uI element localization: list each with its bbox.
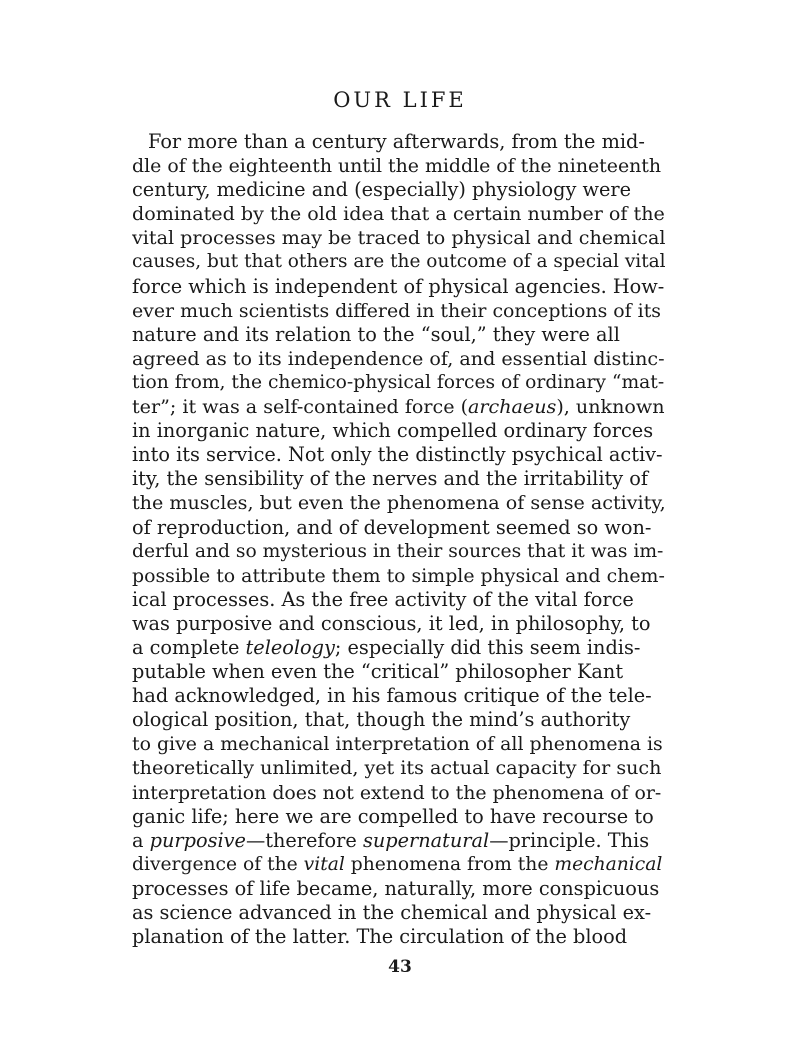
text-line [132, 250, 666, 274]
text-line [132, 684, 666, 708]
text-run: ), unknown [556, 395, 665, 419]
text-run: a [132, 828, 150, 852]
text-run: of reproduction, and of development seemed so won- [132, 515, 652, 539]
italic-text: supernatural [362, 828, 490, 852]
italic-text: mechanical [554, 853, 663, 875]
text-run: dominated by the old idea that a certain number of the [132, 202, 665, 226]
text-line [132, 154, 666, 178]
text-run: in inorganic nature, which compelled ordinary forces [132, 419, 654, 443]
text-line [132, 781, 666, 805]
text-line [132, 588, 666, 612]
text-line [132, 323, 666, 347]
text-run: processes of life became, naturally, more conspicuous [132, 876, 660, 900]
text-run: ter”; it was a self-contained force ( [132, 395, 469, 419]
text-run: as science advanced in the chemical and physical ex- [132, 901, 652, 924]
text-run: —principle. This [489, 828, 650, 852]
text-line [132, 347, 666, 371]
text-run: force which is independent of physical agencies. How- [132, 274, 665, 298]
text-line [132, 491, 666, 515]
text-run: ganic life; here we are compelled to have recourse to [132, 804, 654, 828]
text-run: into its service. Not only the distinctly psychical activ- [132, 443, 663, 467]
text-line [132, 708, 666, 732]
text-run: the muscles, but even the phenomena of sense activity, [132, 491, 666, 515]
text-run: had acknowledged, in his famous critique of the tele- [132, 684, 652, 708]
text-line [132, 756, 666, 780]
text-run: nature and its relation to the “soul,” they were all [132, 322, 620, 346]
text-line [132, 564, 666, 588]
body-paragraph [132, 130, 666, 949]
text-run: For more than a century afterwards, from the mid- [148, 130, 645, 153]
text-run: planation of the latter. The circulation of the blood [132, 925, 628, 949]
text-run: tion from, the chemico-physical forces of ordinary “mat- [132, 371, 665, 393]
text-run: phenomena from the [344, 853, 555, 875]
text-line [132, 877, 666, 901]
text-run: divergence of the [132, 853, 304, 875]
text-line [132, 853, 666, 877]
text-run: vital processes may be traced to physical and chemical [132, 226, 666, 250]
text-line [132, 178, 666, 202]
text-run: dle of the eighteenth until the middle of the nineteenth [132, 155, 662, 178]
text-line [132, 130, 666, 154]
text-run: ical processes. As the free activity of the vital force [132, 587, 634, 611]
text-line [132, 202, 666, 226]
italic-text: vital [303, 853, 345, 875]
text-line [132, 612, 666, 636]
text-run: was purposive and conscious, it led, in philosophy, to [132, 611, 651, 635]
text-line [132, 732, 666, 756]
text-run: ity, the sensibility of the nerves and the irritability of [132, 467, 649, 491]
text-run: theoretically unlimited, yet its actual capacity for such [132, 756, 662, 780]
running-title: OUR LIFE [333, 88, 467, 112]
text-line [132, 540, 666, 564]
text-run: ever much scientists differed in their conceptions of its [132, 299, 661, 322]
text-line [132, 901, 666, 925]
text-line [132, 467, 666, 491]
text-line [132, 829, 666, 853]
text-run: putable when even the “critical” philosopher Kant [132, 660, 624, 684]
italic-text: archaeus [468, 395, 557, 419]
text-run: ; especially did this seem indis- [334, 635, 641, 659]
text-line [132, 419, 666, 443]
text-line [132, 925, 666, 949]
text-line [132, 636, 666, 660]
text-line [132, 371, 666, 395]
text-line [132, 805, 666, 829]
page-number: 43 [388, 957, 412, 977]
text-run: causes, but that others are the outcome of a special vital [132, 251, 666, 273]
text-run: agreed as to its independence of, and essential distinc- [132, 346, 665, 370]
text-line [132, 299, 666, 323]
text-run: derful and so mysterious in their sources that it was im- [132, 540, 664, 562]
text-run: to give a mechanical interpretation of all phenomena is [132, 733, 663, 756]
text-run: possible to attribute them to simple physical and chem- [132, 564, 665, 587]
text-line [132, 660, 666, 684]
text-line [132, 226, 666, 250]
text-run: —therefore [245, 828, 363, 852]
text-run: a complete [132, 635, 246, 659]
text-run: century, medicine and (especially) physiology were [132, 178, 632, 202]
text-run: ological position, that, though the mind’s authority [132, 708, 631, 732]
text-line [132, 516, 666, 540]
text-line [132, 275, 666, 299]
text-line [132, 443, 666, 467]
text-line [132, 395, 666, 419]
italic-text: teleology [245, 635, 335, 659]
italic-text: purposive [149, 828, 246, 852]
text-run: interpretation does not extend to the phenomena of or- [132, 781, 662, 804]
